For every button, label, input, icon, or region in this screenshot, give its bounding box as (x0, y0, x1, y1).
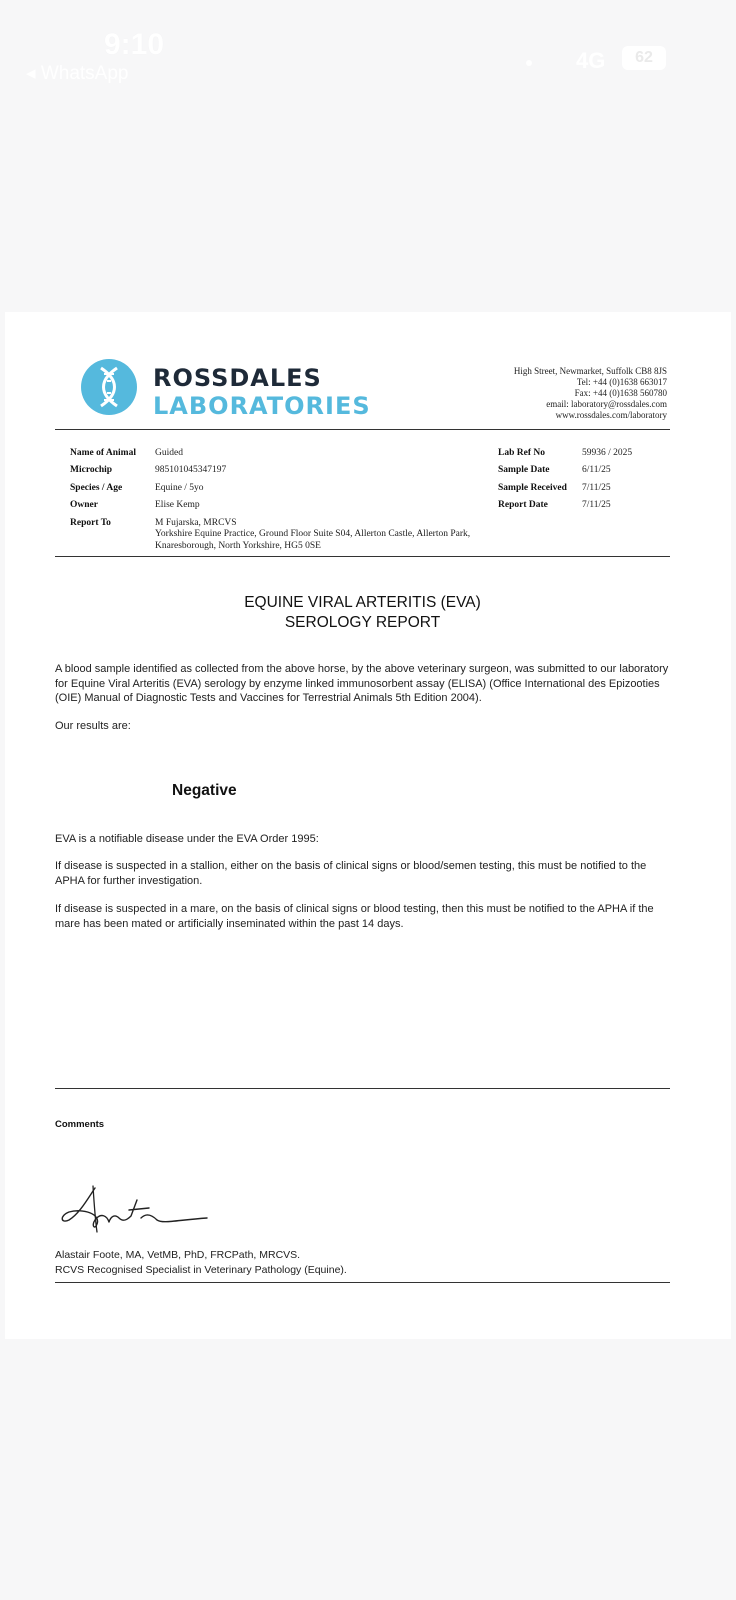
address-line: High Street, Newmarket, Suffolk CB8 8JS (513, 366, 667, 376)
sample-date-value: 6/11/25 (582, 465, 611, 475)
report-subtitle: SEROLOGY REPORT (284, 614, 441, 631)
dna-logo-icon (80, 358, 138, 416)
notifiable-notice: EVA is a notifiable disease under the EVA Order 1995: (55, 833, 319, 845)
comments-label: Comments (55, 1119, 105, 1130)
divider (55, 556, 670, 557)
result-value: Negative (172, 782, 237, 799)
status-bar (0, 0, 736, 110)
signatory-title: RCVS Recognised Specialist in Veterinary Pathology (Equine). (55, 1264, 347, 1276)
report-date-value: 7/11/25 (582, 500, 611, 510)
signal-dot-icon (526, 60, 532, 66)
signatory-name: Alastair Foote, MA, VetMB, PhD, FRCPath, MRCVS. (55, 1249, 301, 1261)
species-age-label: Species / Age (70, 483, 123, 493)
report-to-line: Knaresborough, North Yorkshire, HG5 0SE (155, 541, 321, 551)
address-line: email: laboratory@rossdales.com (546, 399, 667, 409)
report-title: EQUINE VIRAL ARTERITIS (EVA) (244, 594, 481, 611)
microchip-label: Microchip (70, 465, 113, 475)
signature (57, 1180, 217, 1240)
network-indicator: 4G (576, 48, 606, 73)
owner-label: Owner (70, 500, 98, 510)
owner-value: Elise Kemp (155, 500, 200, 510)
results-intro: Our results are: (55, 720, 131, 732)
lab-name-line2: LABORATORIES (153, 392, 371, 420)
status-time: 9:10 (104, 28, 165, 61)
animal-name-label: Name of Animal (70, 448, 136, 458)
report-document (5, 312, 731, 1339)
lab-ref-value: 59936 / 2025 (582, 448, 633, 458)
report-date-label: Report Date (498, 500, 548, 510)
battery-icon: 62 (622, 46, 666, 70)
sample-received-value: 7/11/25 (582, 483, 611, 493)
divider (55, 1282, 670, 1283)
mare-note: If disease is suspected in a mare, on the basis of clinical signs or blood testing, then this must be notified to the APHA if the mare has been mated or artificially inseminated within the past 14 days. (55, 903, 654, 930)
back-to-whatsapp-link[interactable]: ◂ WhatsApp (26, 63, 129, 84)
sample-received-label: Sample Received (498, 483, 567, 493)
divider (55, 429, 670, 430)
address-line: www.rossdales.com/laboratory (555, 410, 667, 420)
report-intro: A blood sample identified as collected from the above horse, by the above veterinary surgeon, was submitted to our laboratory for Equine Viral Arteritis (EVA) serology by enzyme linked immunosorbent assay (ELISA) (Office International des Epizooties (OIE) Manual of Diagnostic Tests and Vaccines for Terrestrial Animals 5th Edition 2004). (55, 663, 669, 704)
animal-name-value: Guided (155, 448, 183, 458)
species-age-value: Equine / 5yo (155, 483, 204, 493)
microchip-value: 985101045347197 (155, 465, 227, 475)
report-to-line: Yorkshire Equine Practice, Ground Floor Suite S04, Allerton Castle, Allerton Park, (155, 529, 471, 539)
address-line: Tel: +44 (0)1638 663017 (576, 377, 667, 387)
report-to-label: Report To (70, 518, 111, 528)
sample-date-label: Sample Date (498, 465, 550, 475)
lab-address (514, 366, 667, 421)
report-to-line: M Fujarska, MRCVS (155, 518, 237, 528)
address-line: Fax: +44 (0)1638 560780 (574, 388, 667, 398)
lab-ref-label: Lab Ref No (498, 448, 545, 458)
divider (55, 1088, 670, 1089)
lab-name-line1: ROSSDALES (153, 364, 322, 392)
stallion-note: If disease is suspected in a stallion, either on the basis of clinical signs or blood/semen testing, this must be notified to the APHA for further investigation. (55, 860, 647, 887)
